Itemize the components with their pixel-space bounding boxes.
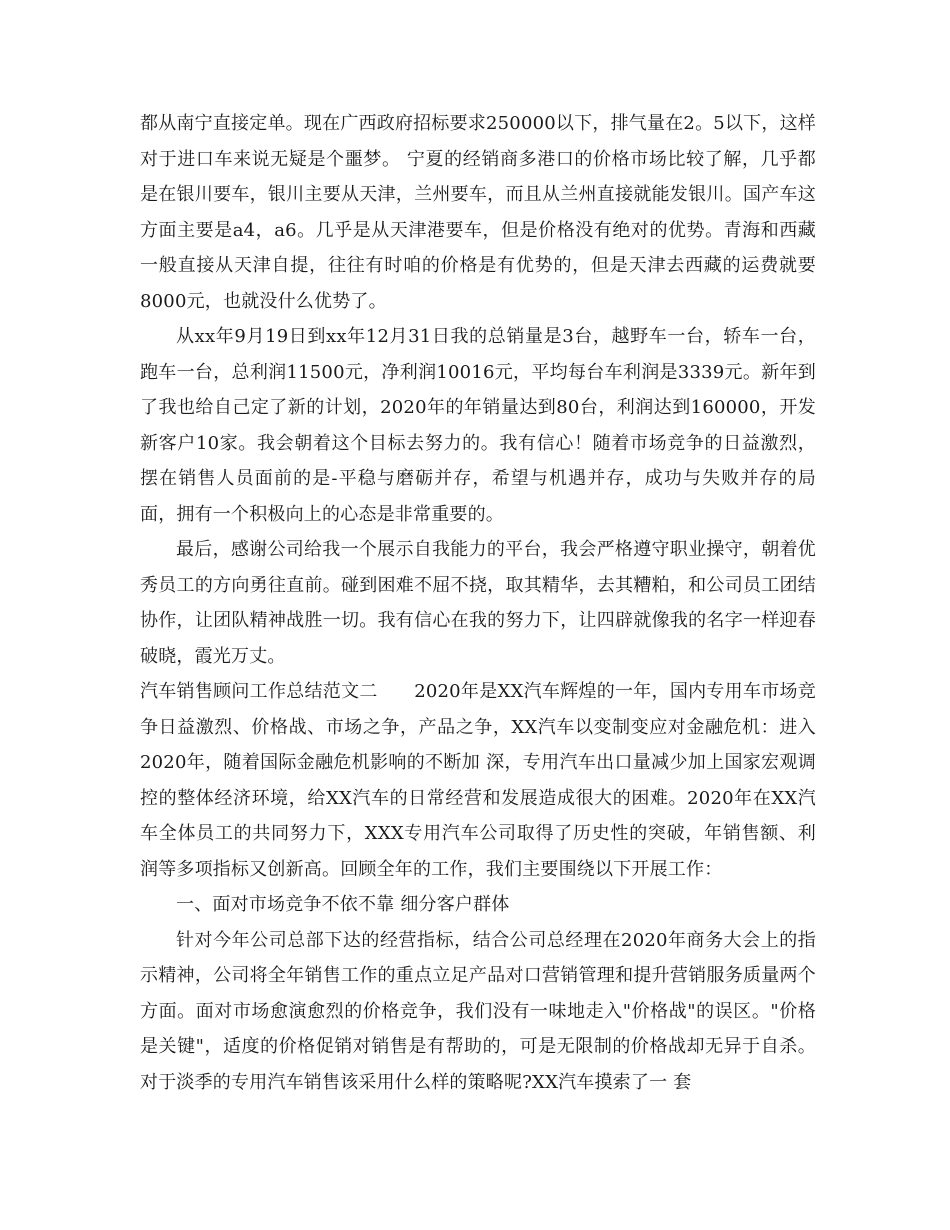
paragraph-3: 最后，感谢公司给我一个展示自我能力的平台，我会严格遵守职业操守，朝着优秀员工的方向勇往直前。碰到困难不屈不挠，取其精华，去其糟粕，和公司员工团结协作，让团队精神战胜一切。我有信心在我的努力下，让四辟就像我的名字一样迎春破晓，霞光万丈。 (140, 539, 816, 667)
paragraph-5: 针对今年公司总部下达的经营指标，结合公司总经理在2020年商务大会上的指示精神，公司将全年销售工作的重点立足产品对口营销管理和提升营销服务质量两个方面。面对市场愈演愈烈的价格竞争，我们没有一味地走入"价格战"的误区。"价格是关键"，适度的价格促销对销售是有帮助的，可是无限制的价格战却无异于自杀。对于淡季的专用汽车销售该采用什么样的策略呢?XX汽车摸索了一 套 (140, 929, 816, 1093)
section-heading: 一、面对市场竞争不依不靠 细分客户群体 (176, 894, 510, 915)
paragraph-4: 汽车销售顾问工作总结范文二 2020年是XX汽车辉煌的一年，国内专用车市场竞争日益激烈、价格战、市场之争，产品之争，XX汽车以变制变应对金融危机：进入2020年，随着国际金融危机影响的不断加 深，专用汽车出口量减少加上国家宏观调控的整体经济环境，给XX汽车的日常经营和发展造成很大的困难。2020年在XX汽车全体员工的共同努力下，XXX专用汽车公司取得了历史性的突破，年销售额、利润等多项指标又创新高。回顾全年的工作，我们主要围绕以下开展工作： (140, 681, 816, 880)
paragraph-1: 都从南宁直接定单。现在广西政府招标要求250000以下，排气量在2。5以下，这样对于进口车来说无疑是个噩梦。 宁夏的经销商多港口的价格市场比较了解，几乎都是在银川要车，银川主要从天津，兰州要车，而且从兰州直接就能发银川。国产车这方面主要是a4，a6。几乎是从天津港要车，但是价格没有绝对的优势。青海和西藏一般直接从天津自提，往往有时咱的价格是有优势的，但是天津去西藏的运费就要8000元，也就没什么优势了。 (140, 113, 816, 312)
paragraph-2: 从xx年9月19日到xx年12月31日我的总销量是3台，越野车一台，轿车一台，跑车一台，总利润11500元，净利润10016元，平均每台车利润是3339元。新年到了我也给自己定了新的计划，2020年的年销量达到80台，利润达到160000，开发新客户10家。我会朝着这个目标去努力的。我有信心！随着市场竞争的日益激烈，摆在销售人员面前的是-平稳与磨砺并存，希望与机遇并存，成功与失败并存的局面，拥有一个积极向上的心态是非常重要的。 (140, 326, 816, 525)
document-body (140, 106, 816, 1100)
